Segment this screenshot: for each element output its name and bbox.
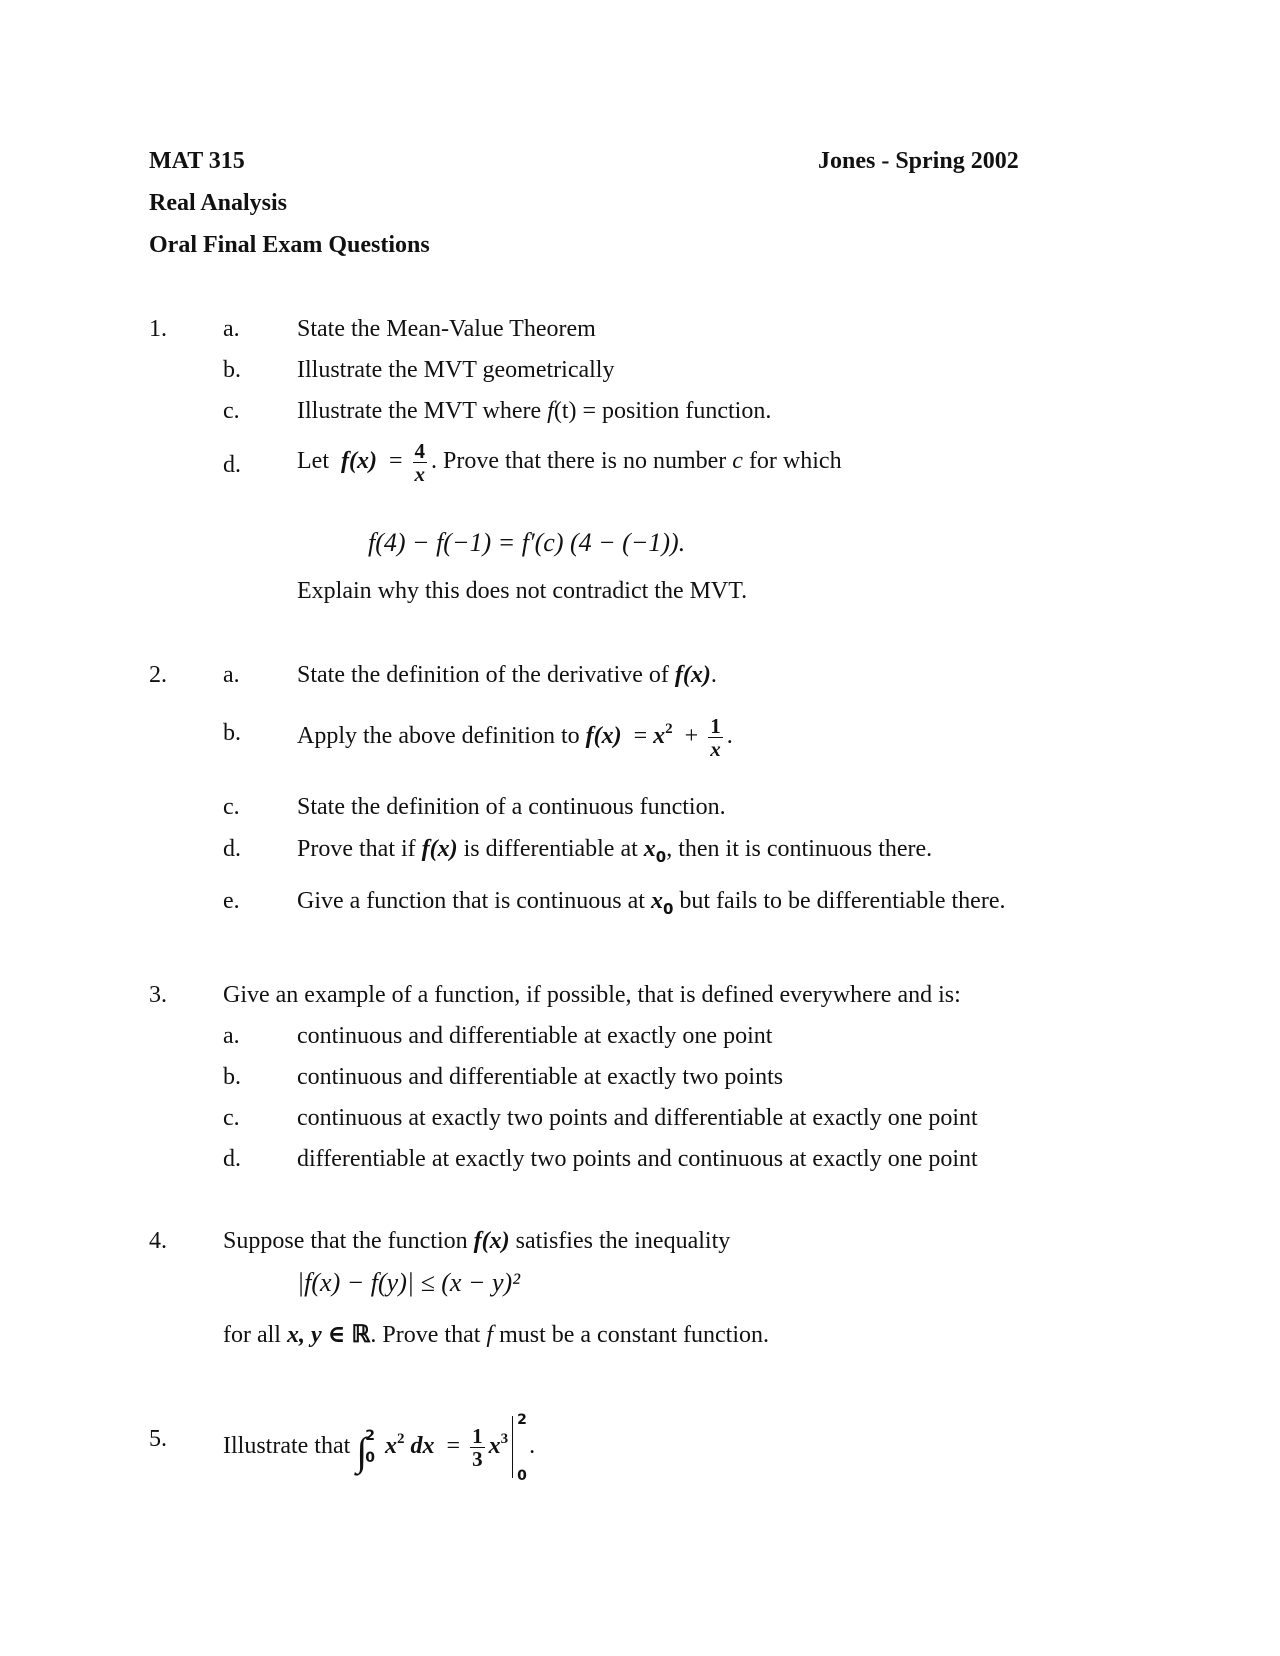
q1b-text: Illustrate the MVT geometrically [297, 357, 615, 383]
q3c-letter: c. [223, 1105, 240, 1131]
q3b-text: continuous and differentiable at exactly two points [297, 1064, 784, 1090]
q3b-letter: b. [223, 1064, 241, 1090]
q5-number: 5. [149, 1426, 167, 1452]
q1-equation: f(4) − f(−1) = f′(c) (4 − (−1)). [368, 528, 686, 557]
q1-number: 1. [149, 316, 167, 342]
q2c-letter: c. [223, 794, 240, 820]
q1c-letter: c. [223, 398, 240, 424]
fraction-1-over-x: $\frac{1}{x}$ [710, 713, 721, 761]
q3-number: 3. [149, 982, 167, 1008]
q2d-letter: d. [223, 836, 241, 862]
instructor-term: Jones - Spring 2002 [818, 148, 1019, 174]
evaluation-bar: 2 0 [512, 1416, 529, 1478]
q2e-letter: e. [223, 888, 240, 914]
q2c-text: State the definition of a continuous function. [297, 794, 726, 820]
q4-forall: for all x, y ∈ ℝ. Prove that f must be a constant function. [223, 1322, 770, 1348]
q1a-text: State the Mean-Value Theorem [297, 316, 596, 342]
q3d-text: differentiable at exactly two points and continuous at exactly one point [297, 1146, 978, 1172]
integral-sign: ∫ [356, 1429, 368, 1474]
fraction-4-over-x: $\frac{4}{x}$ [414, 438, 426, 486]
q4-text: Suppose that the function f(x) satisfies the inequality [223, 1228, 731, 1254]
q1d-text: Let f(x) = $\frac{4}{x}$ . Prove that there is no number c for which [297, 438, 842, 486]
q4-inequality: |f(x) − f(y)| ≤ (x − y)² [297, 1268, 521, 1297]
q2a-letter: a. [223, 662, 240, 688]
q3a-text: continuous and differentiable at exactly one point [297, 1023, 773, 1049]
q2b-text: Apply the above definition to $f(x) = x^2$ + $\frac{1}{x}$ . [297, 713, 733, 761]
q3-intro: Give an example of a function, if possible, that is defined everywhere and is: [223, 982, 961, 1008]
q5-text: Illustrate that ∫ 2 0 $x^2$ dx = $\frac{1}{3}$ $x^3$ 2 0 . [223, 1412, 536, 1485]
q2e-text: Give a function that is continuous at $x_0$ but fails to be differentiable there. [297, 888, 1006, 918]
integral-limits: 2 0 [365, 1428, 376, 1467]
q1b-letter: b. [223, 357, 241, 383]
q4-number: 4. [149, 1228, 167, 1254]
q1d-letter: d. [223, 452, 241, 478]
q2b-letter: b. [223, 720, 241, 746]
q3d-letter: d. [223, 1146, 241, 1172]
q2d-text: Prove that if f(x) is differentiable at $x_0$, then it is continuous there. [297, 836, 933, 866]
q2-number: 2. [149, 662, 167, 688]
q3c-text: continuous at exactly two points and differentiable at exactly one point [297, 1105, 978, 1131]
subject-title: Real Analysis [149, 190, 288, 216]
q2a-text: State the definition of the derivative of f(x). [297, 662, 717, 688]
q3a-letter: a. [223, 1023, 240, 1049]
course-code: MAT 315 [149, 148, 245, 174]
fraction-1-over-3: $\frac{1}{3}$ [472, 1423, 483, 1471]
q1-explain: Explain why this does not contradict the MVT. [297, 578, 748, 604]
exam-title: Oral Final Exam Questions [149, 232, 430, 258]
q1c-text: Illustrate the MVT where f(t) = position function. [297, 398, 772, 424]
q1a-letter: a. [223, 316, 240, 342]
